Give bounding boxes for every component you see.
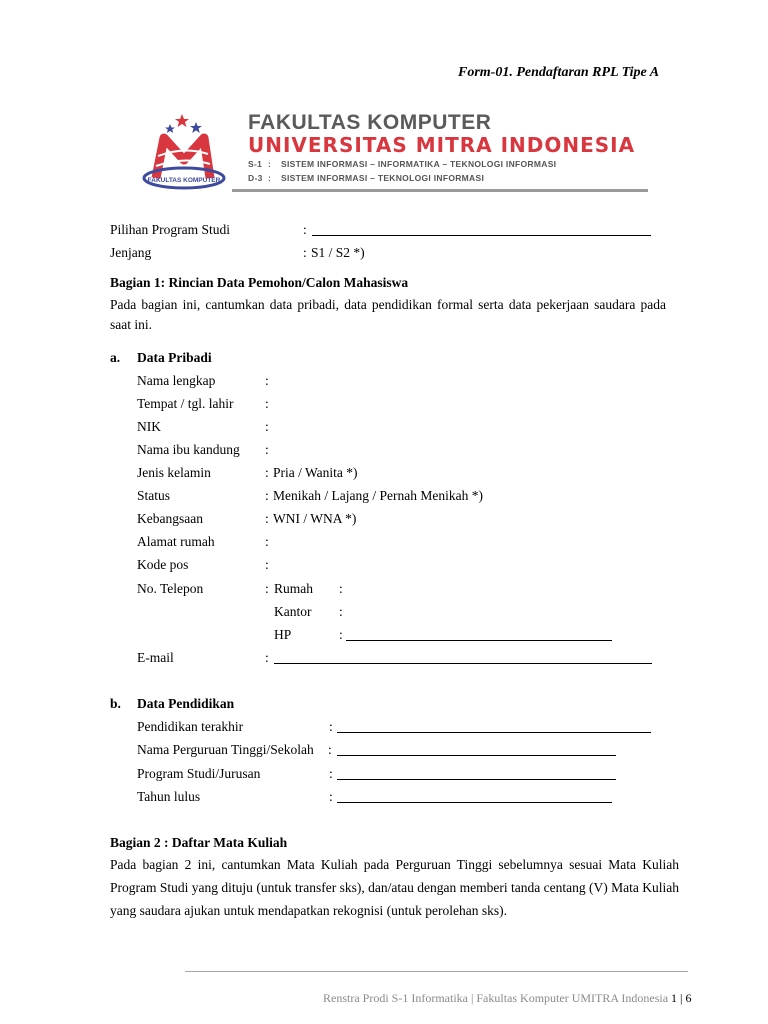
kebangsaan-label: Kebangsaan [137, 511, 203, 526]
star-icon [175, 114, 189, 127]
logo-d3-code: D-3 [248, 173, 263, 183]
faculty-title: FAKULTAS KOMPUTER [248, 111, 492, 134]
perguruan-tinggi-label: Nama Perguruan Tinggi/Sekolah [137, 742, 314, 757]
data-pendidikan-title: Data Pendidikan [137, 696, 235, 711]
form-code: Form-01. Pendaftaran RPL Tipe A [458, 65, 660, 80]
tahun-lulus-label: Tahun lulus [137, 789, 201, 804]
page-total: 6 [685, 991, 692, 1005]
page-number: 1 [671, 991, 678, 1005]
pendidikan-terakhir-line[interactable] [337, 732, 651, 733]
ibu-label: Nama ibu kandung [137, 442, 240, 457]
ttl-label: Tempat / tgl. lahir [137, 396, 234, 411]
footer-divider [185, 971, 688, 972]
hp-input-line[interactable] [346, 640, 612, 641]
bagian1-heading: Bagian 1: Rincian Data Pemohon/Calon Mahasiswa [110, 275, 409, 290]
hp-label: HP [274, 627, 292, 642]
program-studi-label: Program Studi/Jurusan [137, 766, 261, 781]
nik-label: NIK [137, 419, 161, 434]
logo-divider [232, 189, 648, 192]
logo-d3-programs: SISTEM INFORMASI – TEKNOLOGI INFORMASI [281, 173, 485, 183]
program-input-line[interactable] [312, 235, 651, 236]
kebangsaan-value: WNI / WNA *) [273, 511, 357, 526]
nama-label: Nama lengkap [137, 373, 216, 388]
perguruan-tinggi-line[interactable] [337, 755, 616, 756]
status-value: Menikah / Lajang / Pernah Menikah *) [273, 488, 483, 503]
kantor-label: Kantor [274, 604, 312, 619]
star-icon [165, 124, 175, 133]
telepon-label: No. Telepon [137, 581, 204, 596]
star-icon [190, 122, 202, 133]
jenjang-value: S1 / S2 *) [311, 245, 365, 260]
footer-text: Renstra Prodi S-1 Informatika | Fakultas Komputer UMITRA Indonesia [323, 991, 669, 1005]
jenis-kelamin-value: Pria / Wanita *) [273, 465, 358, 480]
faculty-emblem [138, 108, 230, 192]
bagian2-intro: Pada bagian 2 ini, cantumkan Mata Kuliah pada Perguruan Tinggi sebelumnya sesuai Mata Kuliah Program Studi yang dituju (untuk transfer sks), dan/atau dengan memberi tanda centang (V) Mata Kuliah yang saudara ajukan untuk mendapatkan rekognisi (untuk perolehan sks). [110, 857, 679, 918]
jenis-kelamin-label: Jenis kelamin [137, 465, 211, 480]
bagian2-heading: Bagian 2 : Daftar Mata Kuliah [110, 835, 288, 850]
page-separator: | [680, 991, 683, 1005]
pendidikan-terakhir-label: Pendidikan terakhir [137, 719, 244, 734]
university-title: UNIVERSITAS MITRA INDONESIA [248, 133, 636, 157]
program-studi-line[interactable] [337, 779, 616, 780]
logo-s1-programs: SISTEM INFORMASI – INFORMATIKA – TEKNOLOGI INFORMASI [281, 159, 557, 169]
status-label: Status [137, 488, 171, 503]
emblem-text: FAKULTAS KOMPUTER [147, 177, 221, 184]
section-b-marker: b. [110, 696, 121, 711]
rumah-label: Rumah [274, 581, 313, 596]
program-label: Pilihan Program Studi [110, 222, 231, 237]
alamat-label: Alamat rumah [137, 534, 215, 549]
email-label: E-mail [137, 650, 174, 665]
data-pribadi-title: Data Pribadi [137, 350, 212, 365]
email-input-line[interactable] [274, 663, 652, 664]
tahun-lulus-line[interactable] [337, 802, 612, 803]
section-a-marker: a. [110, 350, 121, 365]
bagian1-intro: Pada bagian ini, cantumkan data pribadi, data pendidikan formal serta data pekerjaan saudara pada saat ini. [110, 297, 666, 332]
logo-s1-code: S-1 [248, 159, 263, 169]
jenjang-label: Jenjang [110, 245, 152, 260]
kodepos-label: Kode pos [137, 557, 189, 572]
